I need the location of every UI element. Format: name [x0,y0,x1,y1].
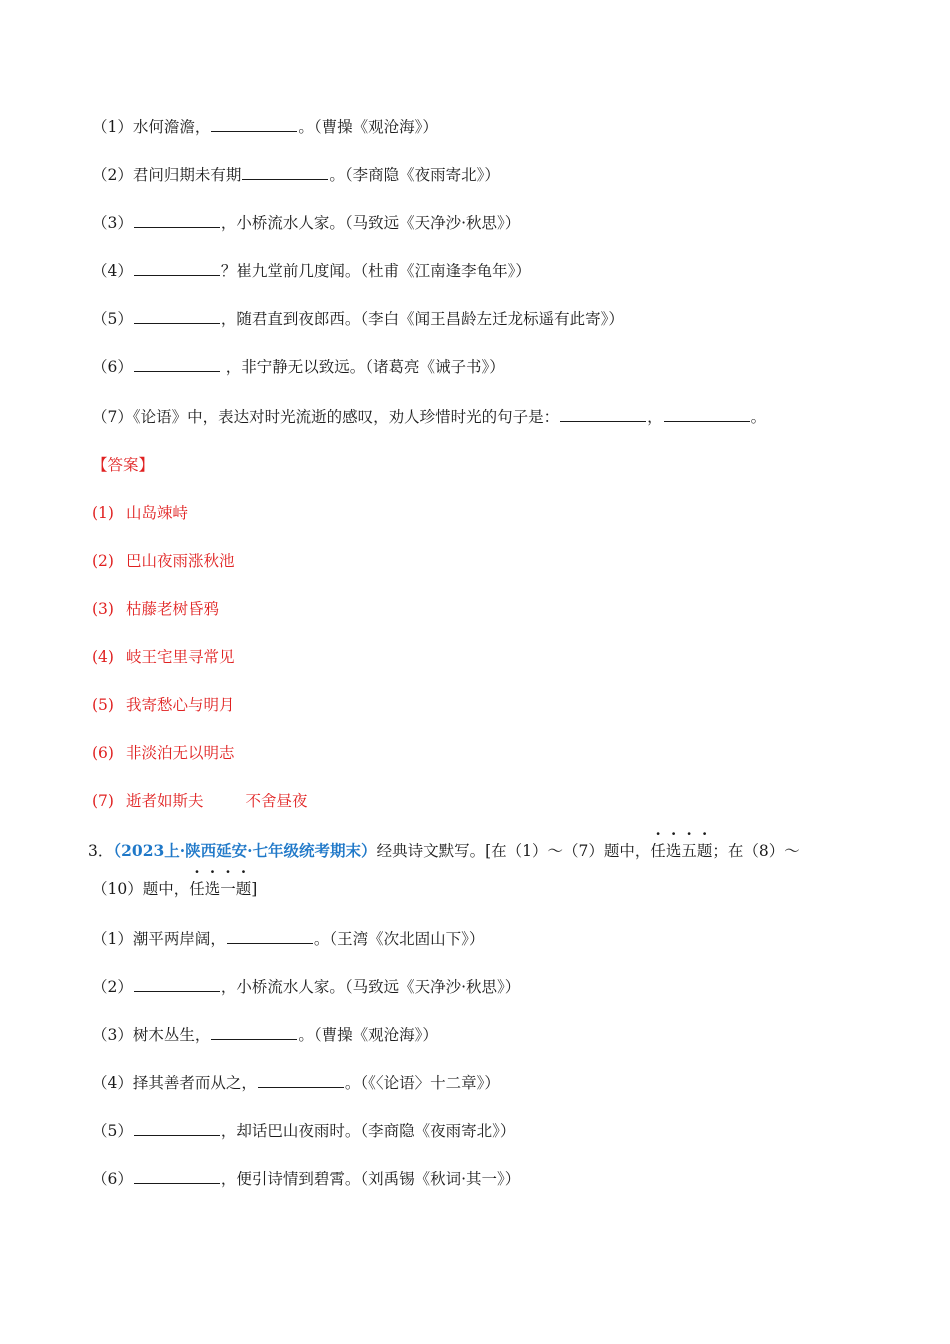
answer-blank [242,164,328,180]
q2-item-6 [92,356,890,378]
item-number: （3） [92,214,133,232]
answer-item-5 [92,694,890,716]
item-source: 。（曹操《观沧海》） [298,1026,438,1044]
q3-item-4 [92,1072,890,1094]
item-number: （4） [92,262,133,280]
item-number: （6） [92,358,133,376]
answer-text-second: 不舍昼夜 [245,792,308,810]
q3-item-3 [92,1024,890,1046]
question-source: （2023上·陕西延安·七年级统考期末） [113,841,377,860]
answer-blank [134,1168,220,1184]
item-source: 。（《〈论语〉十二章》） [344,1074,500,1092]
answer-blank [227,928,313,944]
item-source: ，便引诗情到碧霄。（刘禹锡《秋词·其一》） [220,1170,521,1188]
q2-item-7 [92,406,890,428]
answer-blank [211,1024,297,1040]
item-number: （6） [92,1170,133,1188]
q2-item-4 [92,260,890,282]
answer-text: 逝者如斯夫 [126,792,204,810]
emphasis-char: 题 [235,880,252,898]
question-intro-cont: ；在（8）～ [712,842,800,860]
answer-number: (1) [92,504,114,522]
answer-item-1 [92,502,890,524]
q2-item-5 [92,308,890,330]
answer-text: 巴山夜雨涨秋池 [126,552,235,570]
answer-number: (4) [92,648,114,666]
answer-blank [211,116,297,132]
item-number: （2） [92,978,133,996]
question-intro-line2: （10）题中， [92,880,190,898]
item-source: ，却话巴山夜雨时。（李商隐《夜雨寄北》） [220,1122,516,1140]
answer-blank [134,1120,220,1136]
answer-blank [134,356,220,372]
item-number: （5） [92,310,133,328]
q3-item-5 [92,1120,890,1142]
answer-number: (5) [92,696,114,714]
q2-item-2 [92,164,890,186]
q2-item-1 [92,116,890,138]
answer-text: 枯藤老树昏鸦 [126,600,220,618]
emphasis-char: 题 [696,842,713,860]
emphasis-char: 选 [665,842,682,860]
answer-blank [664,406,750,422]
item-text: 树木丛生， [132,1026,211,1044]
q3-header [88,840,890,862]
answer-text: 岐王宅里寻常见 [126,648,235,666]
q2-item-3 [92,212,890,234]
answer-blank [560,406,646,422]
item-number: （2） [92,166,133,184]
answer-item-4 [92,646,890,668]
item-number: （1） [92,930,133,948]
answer-number: (7) [92,792,114,810]
answer-item-2 [92,550,890,572]
item-source: ，随君直到夜郎西。（李白《闻王昌龄左迁龙标遥有此寄》） [220,310,624,328]
item-source: 。（曹操《观沧海》） [298,118,438,136]
item-number: （5） [92,1122,133,1140]
emphasis-char: 任 [189,880,205,898]
answer-blank [134,976,220,992]
item-text: 君问归期未有期 [132,166,242,184]
answer-number: (2) [92,552,114,570]
answer-number: (6) [92,744,114,762]
item-source: 。（李商隐《夜雨寄北》） [329,166,500,184]
item-separator: ， [647,408,663,426]
item-source: 。（王湾《次北固山下》） [313,930,485,948]
answer-label: 【答案】 [92,456,155,474]
question-intro: 经典诗文默写。[在（1）～（7）题中， [376,842,651,860]
answer-number: (3) [92,600,114,618]
answer-text: 我寄愁心与明月 [126,696,235,714]
item-source: ，小桥流水人家。（马致远《天净沙·秋思》） [220,214,521,232]
item-source: ，小桥流水人家。（马致远《天净沙·秋思》） [220,978,521,996]
item-text: 水何澹澹， [132,118,211,136]
item-source: ，非宁静无以致远。（诸葛亮《诫子书》） [220,358,505,376]
q3-item-1 [92,928,890,950]
question-intro-end: ] [251,880,258,898]
item-end: 。 [750,408,767,426]
answer-blank [258,1072,344,1088]
answer-text: 非淡泊无以明志 [126,744,235,762]
item-text: 潮平两岸阔， [132,930,226,948]
item-number: （3） [92,1026,133,1044]
item-text: 择其善者而从之， [132,1074,257,1092]
item-number: （7） [92,408,133,426]
emphasis-char: 选 [204,880,221,898]
answer-blank [134,212,220,228]
item-source: ？崔九堂前几度闻。（杜甫《江南逢李龟年》） [220,262,531,280]
question-number: 3． [88,842,114,860]
q3-item-6 [92,1168,890,1190]
emphasis-char: 任 [650,842,666,860]
q3-header-line2 [92,878,890,900]
answer-blank [134,260,220,276]
answer-text: 山岛竦峙 [126,504,189,522]
answer-blank [134,308,220,324]
emphasis-char: 五 [681,842,697,860]
emphasis-char: 一 [220,880,236,898]
answer-item-3 [92,598,890,620]
answer-item-6 [92,742,890,764]
answer-item-7 [92,790,890,812]
item-number: （1） [92,118,133,136]
q3-item-2 [92,976,890,998]
item-number: （4） [92,1074,133,1092]
item-text: 《论语》中，表达对时光流逝的感叹，劝人珍惜时光的句子是： [132,408,560,426]
